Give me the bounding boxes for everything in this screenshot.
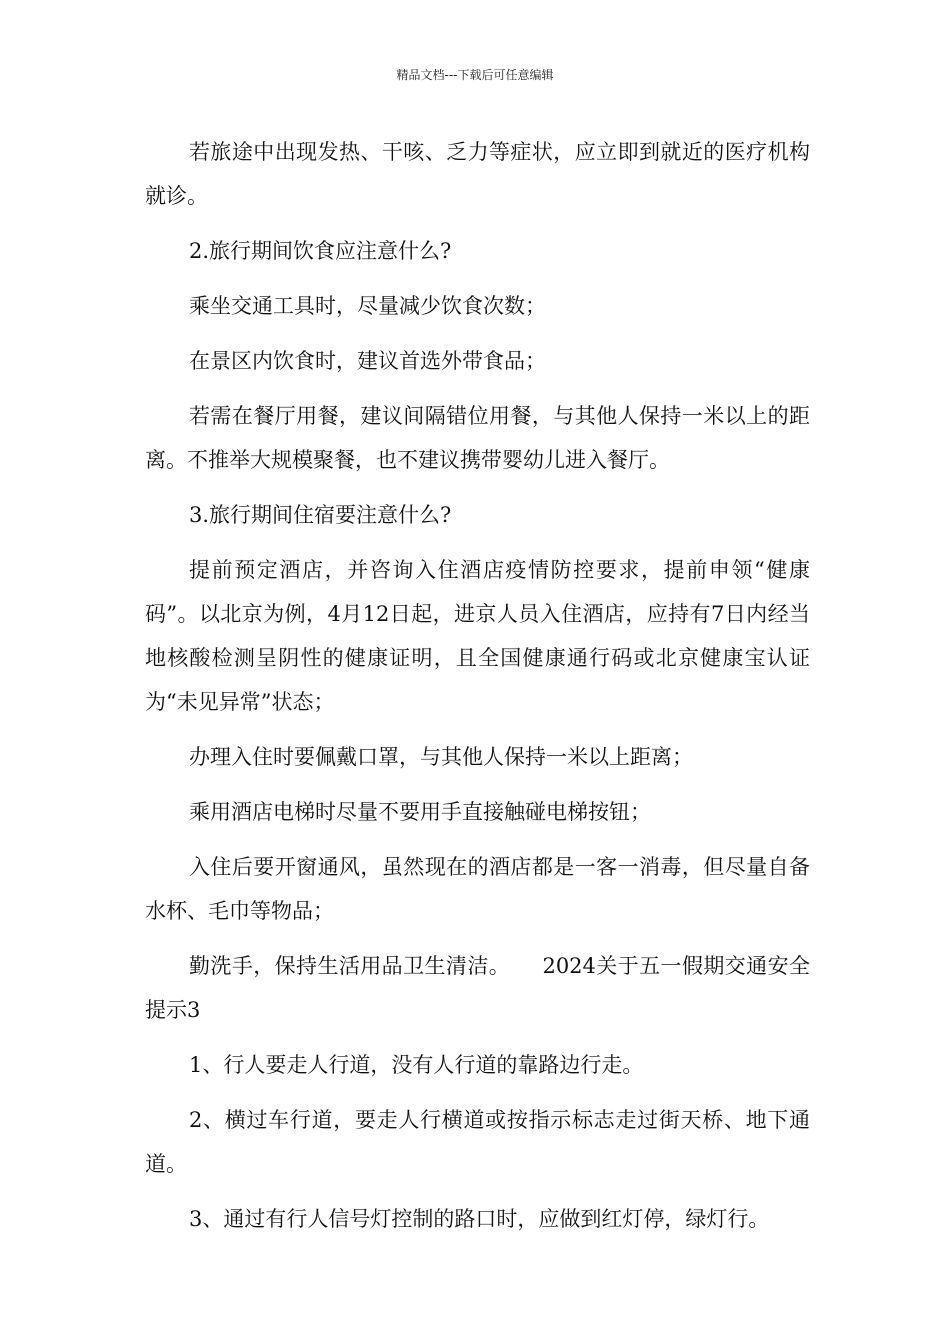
- paragraph: 乘坐交通工具时，尽量减少饮食次数；: [189, 294, 546, 318]
- paragraph: 提前预定酒店，并咨询入住酒店疫情防控要求，提前申领“健康码”。以北京为例，4月12日起，进京人员入住酒店，应持有7日内经当地核酸检测呈阴性的健康证明，且全国健康通行码或北京健康宝认证为“未见异常”状态；: [145, 558, 810, 714]
- paragraph: 在景区内饮食时，建议首选外带食品；: [189, 349, 546, 373]
- list-item: 3、通过有行人信号灯控制的路口时，应做到红灯停，绿灯行。: [189, 1207, 770, 1231]
- paragraph: 入住后要开窗通风，虽然现在的酒店都是一客一消毒，但尽量自备水杯、毛巾等物品；: [145, 855, 810, 923]
- document-body: [145, 130, 810, 1241]
- paragraph: 办理入住时要佩戴口罩，与其他人保持一米以上距离；: [189, 745, 693, 769]
- paragraph: 乘用酒店电梯时尽量不要用手直接触碰电梯按钮；: [189, 800, 651, 824]
- paragraph: 勤洗手，保持生活用品卫生清洁。 2024关于五一假期交通安全提示3: [145, 954, 810, 1022]
- list-item: 2、横过车行道，要走人行横道或按指示标志走过街天桥、地下通道。: [145, 1108, 810, 1176]
- section-heading: 2.旅行期间饮食应注意什么?: [189, 239, 452, 263]
- page-header: 精品文档---下载后可任意编辑: [396, 68, 554, 82]
- paragraph: 若旅途中出现发热、干咳、乏力等症状，应立即到就近的医疗机构就诊。: [145, 140, 810, 208]
- section-heading: 3.旅行期间住宿要注意什么?: [189, 503, 452, 527]
- paragraph: 若需在餐厅用餐，建议间隔错位用餐，与其他人保持一米以上的距离。不推举大规模聚餐，也不建议携带婴幼儿进入餐厅。: [145, 404, 810, 472]
- list-item: 1、行人要走人行道，没有人行道的靠路边行走。: [189, 1053, 644, 1077]
